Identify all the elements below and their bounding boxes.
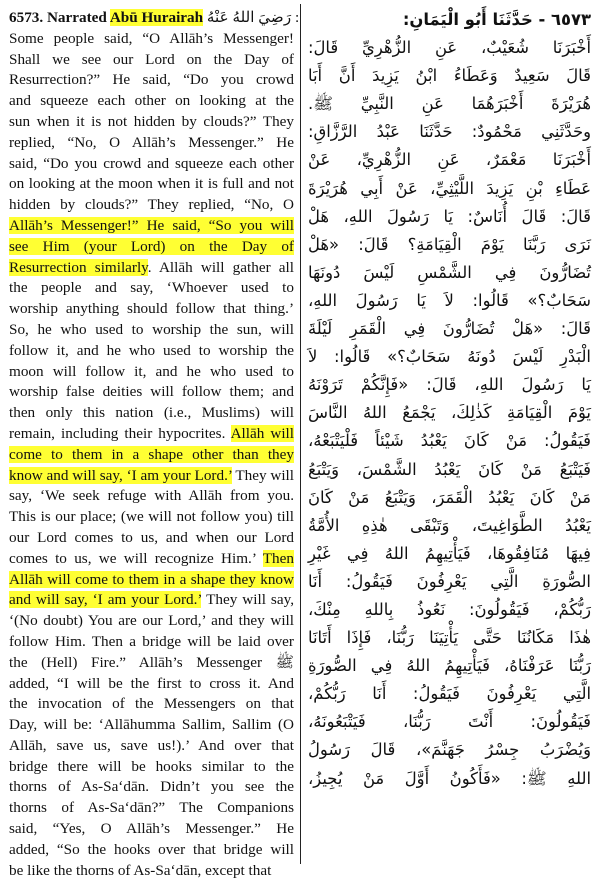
english-text-line bbox=[9, 861, 294, 881]
english-text-line bbox=[9, 590, 294, 611]
english-text-line bbox=[9, 736, 294, 757]
english-text-line bbox=[9, 320, 294, 341]
text-segment: Resurrection?” He said, “Do you crowd bbox=[9, 71, 294, 89]
highlighted-text: Allāh will bbox=[230, 424, 294, 442]
text-segment: replied, “No, O Allāh’s Messenger.” He bbox=[9, 133, 294, 151]
arabic-text-line: أَخْبَرَنَا شُعَيْبٌ، عَنِ الزُّهْرِيِّ قَالَ: bbox=[308, 38, 591, 58]
english-text-line bbox=[9, 29, 294, 50]
english-text-line bbox=[9, 112, 294, 133]
text-segment: added, “I will be the first to cross it. And bbox=[9, 674, 294, 692]
text-segment: worship anything should follow that thing.’ bbox=[9, 300, 294, 318]
column-divider bbox=[300, 4, 301, 864]
text-segment: moon will follow it, and he who used to bbox=[9, 362, 294, 380]
english-text-line bbox=[9, 133, 294, 154]
text-segment: hidden by clouds?” They replied, “No, O bbox=[9, 196, 294, 214]
english-translation-column bbox=[9, 8, 300, 881]
arabic-text-line: قَالَ: قَالَ أُنَاسٌ: يَا رَسُولَ اللهِ، هَلْ bbox=[308, 206, 591, 226]
text-segment: say, ‘We seek refuge with Allāh from you. bbox=[9, 487, 294, 505]
text-segment: They will say, bbox=[201, 591, 294, 609]
english-text-line bbox=[9, 507, 294, 528]
english-text-line bbox=[9, 50, 294, 71]
arabic-text-line: يَوْمَ الْقِيَامَةِ كَذٰلِكَ، يَجْمَعُ اللهُ النَّاسَ bbox=[308, 403, 591, 423]
highlighted-text: see Him (your Lord) on the Day of bbox=[9, 237, 294, 255]
highlighted-text: and will say, ‘I am your Lord.’ bbox=[9, 591, 202, 609]
highlighted-text: Then bbox=[262, 549, 294, 567]
text-segment: the (Hell) Fire.” Allāh’s Messenger ﷺ bbox=[9, 653, 294, 671]
text-segment: comes to us, we will recognize Him.’ bbox=[9, 549, 263, 567]
text-segment: thorns of As-Sa‘dān. Didn’t you see the bbox=[9, 778, 294, 796]
english-text-line bbox=[9, 341, 294, 362]
arabic-text-line: وحَدَّثَنِي مَحْمُودٌ: حَدَّثَنَا عَبْدُ الرَّزَّاقِ: bbox=[308, 122, 591, 142]
text-segment: Shall we see our Lord on the Day of bbox=[9, 50, 294, 68]
english-text-line bbox=[9, 8, 300, 29]
arabic-text-line: سَحَابٌ؟» قَالُوا: لاَ يَا رَسُولَ اللهِ، bbox=[308, 290, 591, 310]
english-text-line bbox=[9, 154, 294, 175]
arabic-text-line: فَيَقُولُ: مَنْ كَانَ يَعْبُدُ شَيْئاً فَلْيَتْبَعْهُ، bbox=[308, 431, 591, 451]
highlighted-narrator-name: Abū Hurairah bbox=[109, 9, 204, 26]
english-text-line bbox=[9, 715, 294, 736]
english-text-line bbox=[9, 382, 294, 403]
arabic-text-line: فَيَتْبَعُ مَنْ كَانَ يَعْبُدُ الشَّمْسَ، وَيَتْبَعُ bbox=[308, 459, 591, 479]
arabic-text-line: تُضَارُّونَ فِي الشَّمْسِ لَيْسَ دُونَهَا bbox=[308, 262, 591, 282]
english-text-line bbox=[9, 549, 294, 570]
english-text-line bbox=[9, 674, 294, 695]
english-text-line bbox=[9, 632, 294, 653]
english-text-line bbox=[9, 216, 294, 237]
highlighted-text: know and will say, ‘I am your Lord.’ bbox=[9, 466, 232, 484]
text-segment: added, “So the hooks over that bridge will bbox=[9, 840, 294, 858]
arabic-text-line: أَخْبَرَنَا مَعْمَرٌ، عَنِ الزُّهْرِيِّ، عَنْ bbox=[308, 150, 591, 170]
text-segment: They will bbox=[231, 466, 294, 484]
arabic-text-line: اللهِ ﷺ: «فَأَكُونُ أَوَّلَ مَنْ يُجِيزُ، bbox=[308, 768, 591, 788]
arabic-text-line: رَبُّنَا عَرَفْنَاهُ، فَيَأْتِيهِمُ اللهُ فِي الصُّورَةِ bbox=[308, 656, 591, 676]
english-text-line bbox=[9, 70, 294, 91]
arabic-text-line: يَعْبُدُ الطَّوَاغِيتَ، وَتَبْقَى هٰذِهِ الأُمَّةُ bbox=[308, 515, 591, 535]
text-segment: said, “Yes, O Allāh’s Messenger.” He bbox=[9, 820, 294, 838]
english-text-line bbox=[9, 91, 294, 112]
arabic-text-line: قَالَ: «هَلْ تُضَارُّونَ فِي الْقَمَرِ لَيْلَةَ bbox=[308, 319, 591, 339]
text-segment: our Lord comes to us, and when our Lord bbox=[9, 528, 294, 546]
english-text-line bbox=[9, 653, 294, 674]
text-segment: رَضِيَ اللهُ عَنْهُ : bbox=[203, 9, 300, 26]
arabic-text-line: هُرَيْرَةَ أَخْبَرَهُمَا عَنِ النَّبِيِّ ﷺ. bbox=[308, 94, 591, 114]
english-text-line bbox=[9, 840, 294, 861]
text-segment: be like the thorns of As-Sa‘dān, except that bbox=[9, 861, 272, 879]
text-segment: bridge there will be hooks similar to the bbox=[9, 757, 294, 775]
arabic-text-column bbox=[308, 6, 591, 793]
english-text-line bbox=[9, 174, 294, 195]
highlighted-text: Allāh will come to them in a shape they know bbox=[9, 570, 294, 588]
text-segment: Allāh, save us, save us!).’ And over that bbox=[9, 736, 294, 754]
arabic-text-line: الصُّورَةِ الَّتِي يَعْرِفُونَ فَيَقُولُ: أَنَا bbox=[308, 571, 591, 591]
english-text-line bbox=[9, 486, 294, 507]
arabic-text-line: الَّتِي يَعْرِفُونَ فَيَقُولُ: أَنَا رَبُّكُمْ، bbox=[308, 684, 591, 704]
hadith-number-label: 6573. Narrated bbox=[9, 9, 110, 26]
text-segment: follow it, and he who used to worship the bbox=[9, 341, 294, 359]
english-text-line bbox=[9, 445, 294, 466]
english-text-line bbox=[9, 278, 294, 299]
text-segment: So, he who used to worship the sun, will bbox=[9, 320, 294, 338]
english-text-line bbox=[9, 258, 294, 279]
arabic-text-line: مَنْ كَانَ يَعْبُدُ الْقَمَرَ، وَيَتْبَعُ مَنْ كَانَ bbox=[308, 487, 591, 507]
english-text-line bbox=[9, 403, 294, 424]
highlighted-text: come to them in a shape other than they bbox=[9, 445, 294, 463]
text-segment: then only this nation (i.e., Muslims) will bbox=[9, 404, 294, 422]
text-segment: thorns of As-Sa‘dān?” The Companions bbox=[9, 799, 294, 817]
arabic-hadith-heading: ٦٥٧٣ - حَدَّثَنَا أَبُو الْيَمَانِ: bbox=[402, 10, 591, 29]
text-segment: on looking at the moon when it is full and not bbox=[9, 175, 294, 193]
highlighted-text: Allāh’s Messenger!” He said, “So you will bbox=[9, 216, 294, 234]
english-text-line bbox=[9, 362, 294, 383]
english-text-line bbox=[9, 570, 294, 591]
english-text-line bbox=[9, 299, 294, 320]
text-segment: . Allāh will gather all bbox=[147, 258, 294, 276]
arabic-text-line: عَطَاءِ بْنِ يَزِيدَ اللَّيْثِيِّ، عَنْ أَبِي هُرَيْرَةَ bbox=[308, 178, 591, 198]
text-segment: worship false deities will follow them; and bbox=[9, 383, 294, 401]
english-text-line bbox=[9, 757, 294, 778]
text-segment: the invocation of the Messengers on that bbox=[9, 695, 294, 713]
english-text-line bbox=[9, 237, 294, 258]
arabic-text-line: هٰذَا مَكَانُنَا حَتَّى يَأْتِيَنَا رَبُّنَا، فَإِذَا أَتَانَا bbox=[308, 628, 591, 648]
english-text-line bbox=[9, 819, 294, 840]
english-text-line bbox=[9, 694, 294, 715]
arabic-text-line: فِيهَا مُنَافِقُوهَا، فَيَأْتِيهِمُ اللهُ فِي غَيْرِ bbox=[308, 543, 591, 563]
arabic-text-line: نَرَى رَبَّنَا يَوْمَ الْقِيَامَةِ؟ قَالَ: «هَلْ bbox=[308, 234, 591, 254]
english-text-line bbox=[9, 611, 294, 632]
english-text-line bbox=[9, 798, 294, 819]
text-segment: ‘(No doubt) You are our Lord,’ and they will bbox=[9, 612, 294, 630]
text-segment: the people and say, ‘Whoever used to bbox=[9, 279, 294, 297]
english-text-line bbox=[9, 424, 294, 445]
text-segment: said, “Do you crowd and squeeze each other bbox=[9, 154, 294, 172]
arabic-text-line: وَيُضْرَبُ جِسْرُ جَهَنَّمَ»، قَالَ رَسُولُ bbox=[308, 740, 591, 760]
english-text-line bbox=[9, 195, 294, 216]
text-segment: Day, will be: ‘Allāhumma Sallim, Sallim (O bbox=[9, 716, 294, 734]
arabic-text-line: رَبُّكُمْ، فَيَقُولُونَ: نَعُوذُ بِاللهِ مِنْكَ، bbox=[308, 599, 591, 619]
text-segment: follow Him. Then a bridge will be laid over bbox=[9, 632, 294, 650]
text-segment: sun when it is not hidden by clouds?” They bbox=[9, 112, 294, 130]
english-text-line bbox=[9, 777, 294, 798]
text-segment: This is our place; (we will not follow you) till bbox=[9, 508, 294, 526]
arabic-text-line: يَا رَسُولَ اللهِ، قَالَ: «فَإِنَّكُمْ تَرَوْنَهُ bbox=[308, 375, 591, 395]
text-segment: and squeeze each other on looking at the bbox=[9, 92, 294, 110]
highlighted-text: Resurrection similarly bbox=[9, 258, 148, 276]
english-text-line bbox=[9, 528, 294, 549]
english-text-line bbox=[9, 466, 294, 487]
arabic-text-line: الْبَدْرِ لَيْسَ دُونَهُ سَحَابٌ؟» قَالُوا: لاَ bbox=[308, 347, 591, 367]
arabic-text-line: قَالَ سَعِيدٌ وَعَطَاءُ ابْنُ يَزِيدَ أَنَّ أَبَا bbox=[308, 66, 591, 86]
text-segment: remain, including their hypocrites. bbox=[9, 424, 231, 442]
text-segment: Some people said, “O Allāh’s Messenger! bbox=[9, 29, 294, 47]
arabic-text-line: فَيَقُولُونَ: أَنْتَ رَبُّنَا، فَيَتْبَعُونَهُ، bbox=[308, 712, 591, 732]
